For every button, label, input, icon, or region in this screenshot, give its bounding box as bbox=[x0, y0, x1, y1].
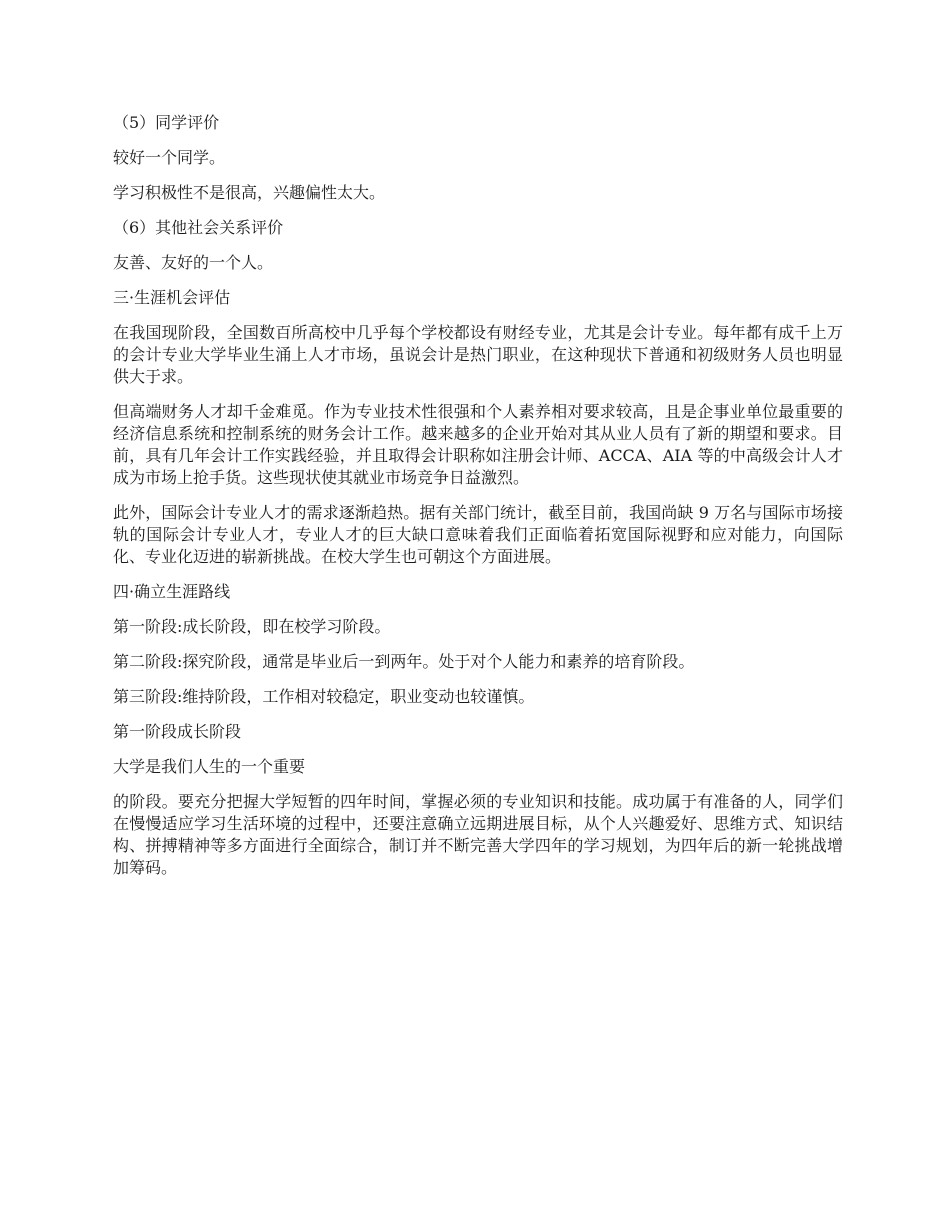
paragraph: 较好一个同学。 bbox=[113, 148, 226, 167]
paragraph: 此外，国际会计专业人才的需求逐渐趋热。据有关部门统计，截至目前，我国尚缺 9 万名与国际市场接轨的国际会计专业人才，专业人才的巨大缺口意味着我们正面临着拓宽国际视野和应对能力，向国际化、专业化迈进的崭新挑战。在校大学生也可朝这个方面进展。 bbox=[113, 503, 843, 566]
paragraph: 第三阶段:维持阶段，工作相对较稳定，职业变动也较谨慎。 bbox=[113, 687, 535, 706]
paragraph: 但高端财务人才却千金难觅。作为专业技术性很强和个人素养相对要求较高，且是企事业单位最重要的经济信息系统和控制系统的财务会计工作。越来越多的企业开始对其从业人员有了新的期望和要求。目前，具有几年会计工作实践经验，并且取得会计职称如注册会计师、ACCA、AIA 等的中高级会计人才成为市场上抢手货。这些现状使其就业市场竞争日益激烈。 bbox=[113, 402, 843, 487]
heading-social-evaluation: （6）其他社会关系评价 bbox=[113, 218, 284, 237]
paragraph: 第二阶段:探究阶段，通常是毕业后一到两年。处于对个人能力和素养的培育阶段。 bbox=[113, 652, 695, 671]
paragraph: 学习积极性不是很高，兴趣偏性太大。 bbox=[113, 183, 386, 202]
paragraph: 友善、友好的一个人。 bbox=[113, 253, 274, 272]
section-heading-career-opportunity: 三·生涯机会评估 bbox=[113, 288, 231, 307]
section-heading-career-path: 四·确立生涯路线 bbox=[113, 582, 231, 601]
paragraph: 在我国现阶段，全国数百所高校中几乎每个学校都设有财经专业，尤其是会计专业。每年都有成千上万的会计专业大学毕业生涌上人才市场，虽说会计是热门职业，在这种现状下普通和初级财务人员也明显供大于求。 bbox=[113, 323, 843, 386]
paragraph: 第一阶段:成长阶段，即在校学习阶段。 bbox=[113, 617, 391, 636]
document-body bbox=[113, 112, 843, 892]
heading-growth-stage: 第一阶段成长阶段 bbox=[113, 722, 242, 741]
paragraph: 大学是我们人生的一个重要 bbox=[113, 757, 306, 776]
heading-classmate-evaluation: （5）同学评价 bbox=[113, 113, 220, 132]
paragraph: 的阶段。要充分把握大学短暂的四年时间，掌握必须的专业知识和技能。成功属于有准备的人，同学们在慢慢适应学习生活环境的过程中，还要注意确立远期进展目标，从个人兴趣爱好、思维方式、知识结构、拼搏精神等多方面进行全面综合，制订并不断完善大学四年的学习规划，为四年后的新一轮挑战增加筹码。 bbox=[113, 792, 843, 877]
